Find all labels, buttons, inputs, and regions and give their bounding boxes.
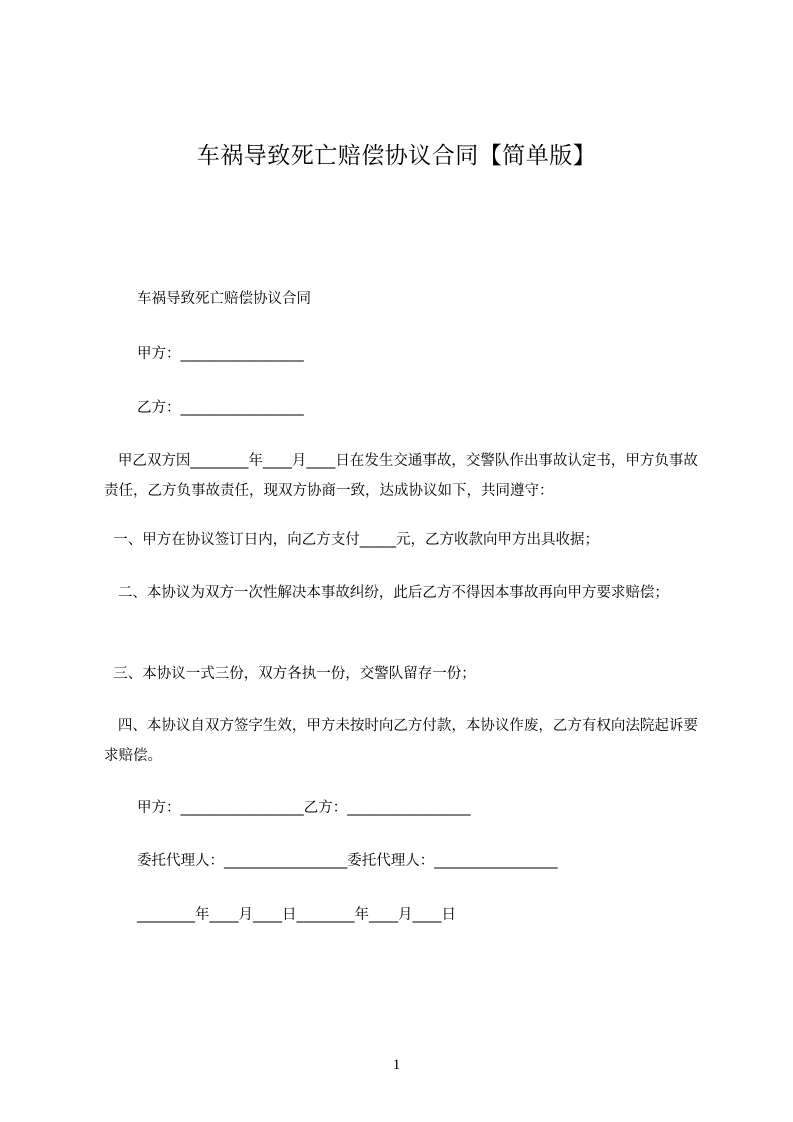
party-b-line: 乙方：_________________ xyxy=(137,400,304,416)
signature-parties-line: 甲方：_________________乙方：_________________ xyxy=(137,800,471,816)
clause-2: 二、本协议为双方一次性解决本事故纠纷，此后乙方不得因本事故再向甲方要求赔偿； xyxy=(104,585,669,601)
contract-subtitle: 车祸导致死亡赔偿协议合同 xyxy=(137,291,311,307)
clause-1: 一、甲方在协议签订日内，向乙方支付_____元，乙方收款向甲方出具收据； xyxy=(104,532,599,548)
document-title: 车祸导致死亡赔偿协议合同【简单版】 xyxy=(196,143,597,169)
signature-dates-line: ________年____月____日________年____月____日 xyxy=(137,907,456,923)
page-number: 1 xyxy=(392,1057,401,1073)
clause-3: 三、本协议一式三份，双方各执一份，交警队留存一份； xyxy=(104,666,476,682)
party-a-line: 甲方：_________________ xyxy=(137,346,304,362)
signature-agents-line: 委托代理人：_________________委托代理人：_________________ xyxy=(137,853,558,869)
intro-paragraph: 甲乙双方因________年____月____日在发生交通事故，交警队作出事故认定书，甲方负事故责任，乙方负事故责任，现双方协商一致，达成协议如下，共同遵守： xyxy=(104,453,698,499)
clause-4: 四、本协议自双方签字生效，甲方未按时向乙方付款，本协议作废，乙方有权向法院起诉要求赔偿。 xyxy=(104,718,698,764)
